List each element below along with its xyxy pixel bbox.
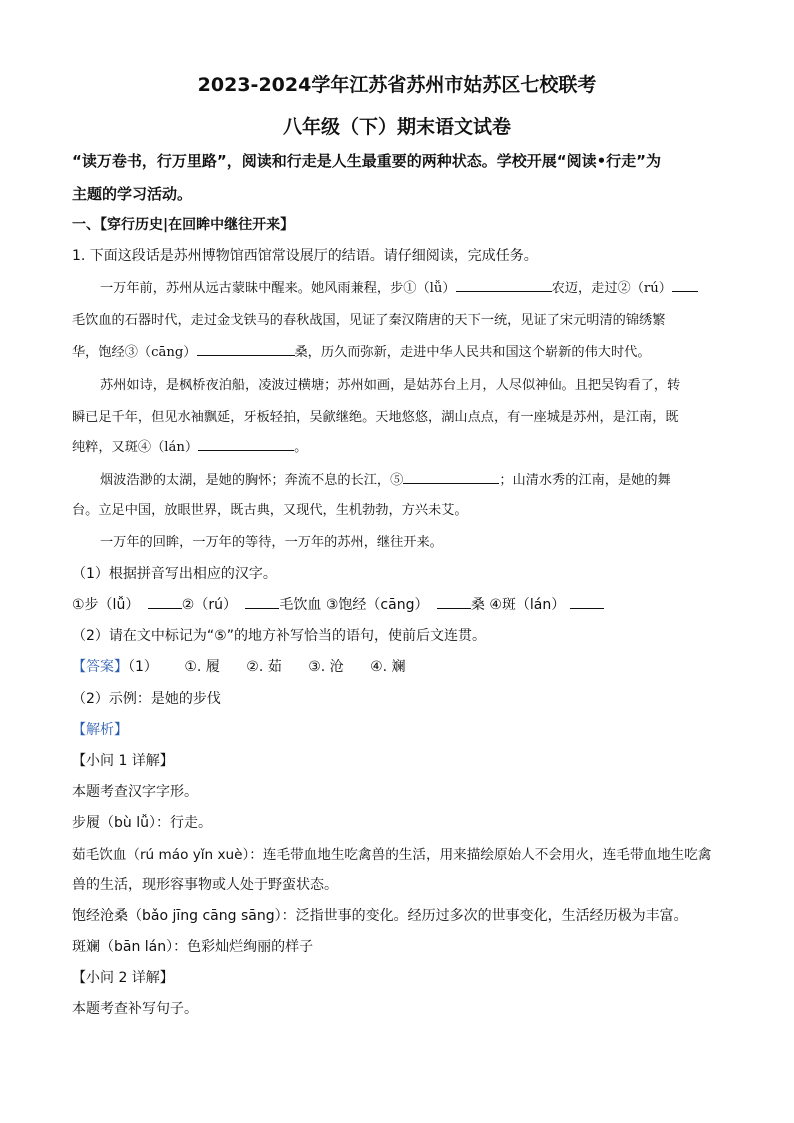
detail-2-intro: 本题考查补写句子。 <box>72 1001 198 1017</box>
passage-line: 纯粹，又斑④（lán） 。 <box>72 436 722 455</box>
answer-item: ④. 斓 <box>370 659 406 675</box>
answer-blank-4 <box>570 594 604 609</box>
intro-line-1: “读万卷书，行万里路”，阅读和行走是人生最重要的两种状态。学校开展“阅读•行走”为 <box>72 152 662 170</box>
explanation-4: 斑斓（bān lán）：色彩灿烂绚丽的样子 <box>72 939 314 955</box>
fill-blank-4 <box>198 436 294 451</box>
explanation-2: 茹毛饮血（rú máo yǐn xuè）：连毛带血地生吃禽兽的生活，用来描绘原始人不会用火，连毛带血地生吃禽 <box>72 847 712 863</box>
passage-line: 华，饱经③（cāng） 桑，历久而弥新，走进中华人民共和国这个崭新的伟大时代。 <box>72 341 722 360</box>
passage-line: 苏州如诗，是枫桥夜泊船，凌波过横塘；苏州如画，是姑苏台上月，人尽似神仙。且把吴钩看了，转 <box>100 378 681 393</box>
analysis-label: 【解析】 <box>72 722 128 738</box>
answer-label: 【答案】 <box>72 659 128 675</box>
passage-line: 瞬已足千年，但见水袖飘延，牙板轻拍，吴歈继绝。天地悠悠，湖山点点，有一座城是苏州，是江南，既 <box>72 410 679 425</box>
explanation-1: 步履（bù lǚ）：行走。 <box>72 815 212 831</box>
page-subtitle: 八年级（下）期末语文试卷 <box>282 116 511 138</box>
fill-blank-2 <box>672 277 698 292</box>
answer-item: ③. 沧 <box>308 659 344 675</box>
passage-line: 毛饮血的石器时代，走过金戈铁马的春秋战国，见证了秦汉隋唐的天下一统，见证了宋元明清的锦绣繁 <box>72 313 666 328</box>
fill-blank-1 <box>456 277 552 292</box>
passage-line: 烟波浩渺的太湖，是她的胸怀；奔流不息的长江，⑤ ；山清水秀的江南，是她的舞 <box>100 469 722 488</box>
section-heading: 一、【穿行历史|在回眸中继往开来】 <box>72 217 295 233</box>
detail-1-intro: 本题考查汉字字形。 <box>72 784 198 800</box>
answer-blank-2 <box>245 594 279 609</box>
answer-blank-3 <box>437 594 471 609</box>
sub-question-1: （1）根据拼音写出相应的汉字。 <box>72 566 277 582</box>
detail-1-heading: 【小问 1 详解】 <box>72 753 174 769</box>
answer-item: ①. 履 <box>184 659 220 675</box>
sub-question-2: （2）请在文中标记为“⑤”的地方补写恰当的语句，使前后文连贯。 <box>72 628 486 644</box>
passage-line: 台。立足中国，放眼世界，既古典，又现代，生机勃勃，方兴未艾。 <box>72 503 468 518</box>
explanation-2-cont: 兽的生活，现形容事物或人处于野蛮状态。 <box>72 877 338 893</box>
fill-blank-5 <box>403 469 499 484</box>
detail-2-heading: 【小问 2 详解】 <box>72 970 174 986</box>
intro-line-2: 主题的学习活动。 <box>72 185 193 203</box>
fill-blank-3 <box>197 341 295 356</box>
page-title: 2023-2024学年江苏省苏州市姑苏区七校联考 <box>197 74 597 96</box>
answer-line-2: （2）示例：是她的步伐 <box>72 691 221 707</box>
sub-question-1-fill: ①步（lǚ） ②（rú） 毛饮血 ③饱经（cāng） 桑 ④斑（lán） <box>72 594 722 614</box>
question-prompt: 1. 下面这段话是苏州博物馆西馆常设展厅的结语。请仔细阅读，完成任务。 <box>72 248 538 264</box>
answer-item: ②. 茹 <box>246 659 282 675</box>
passage-line: 一万年前，苏州从远古蒙昧中醒来。她风雨兼程，步①（lǚ） 农迈，走过②（rú） <box>100 277 722 296</box>
explanation-3: 饱经沧桑（bǎo jīng cāng sāng）：泛指世事的变化。经历过多次的世事变化，生活经历极为丰富。 <box>72 908 688 924</box>
answer-blank-1 <box>148 594 182 609</box>
passage-line: 一万年的回眸，一万年的等待，一万年的苏州，继往开来。 <box>100 535 443 550</box>
answer-line: 【答案】（1） ①. 履 ②. 茹 ③. 沧 ④. 斓 <box>72 656 722 676</box>
